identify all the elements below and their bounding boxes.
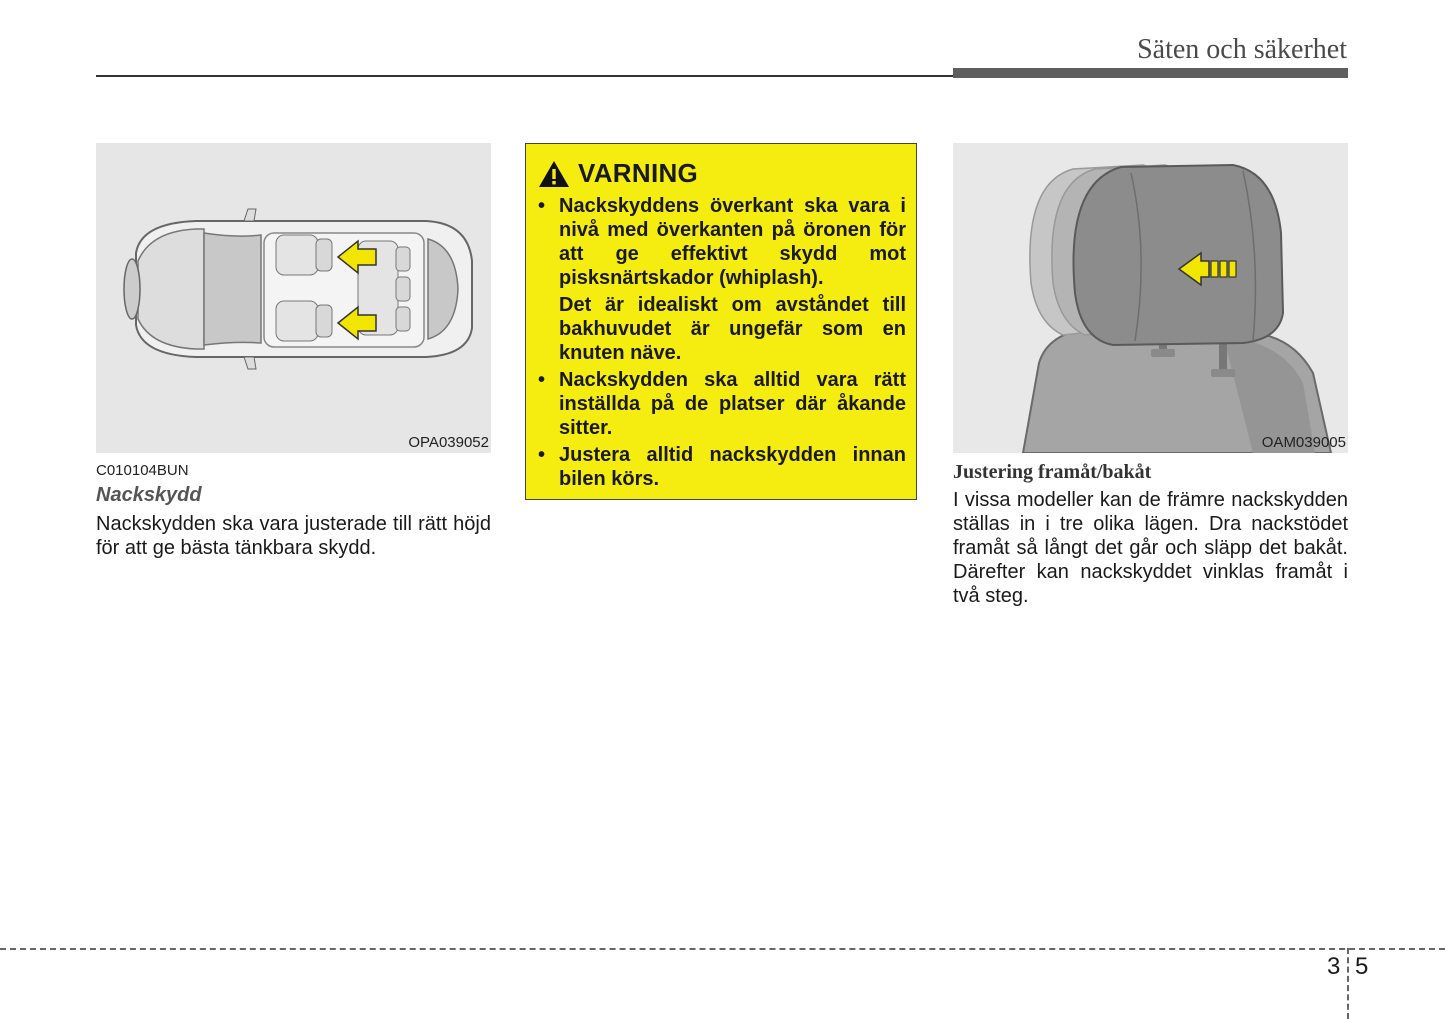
car-top-view-figure	[96, 143, 491, 453]
page-number: 5	[1355, 953, 1369, 980]
warning-item-text: Nackskyddens överkant ska vara i nivå med överkanten på öronen för att ge effektivt skydd mot pisksnärtskador (whiplash).	[559, 195, 906, 289]
section-body: Nackskydden ska vara justerade till rätt höjd för att ge bästa tänkbara skydd.	[96, 513, 491, 559]
section-title: Nackskydd	[96, 484, 202, 506]
warning-item	[536, 194, 906, 365]
footer-page-divider	[1347, 948, 1349, 1019]
figure-code: OPA039052	[408, 434, 489, 451]
headrest-figure	[953, 143, 1348, 453]
bullet-icon: •	[538, 369, 546, 391]
warning-item-extra: Det är idealiskt om avståndet till bakhuvudet är ungefär som en knuten näve.	[559, 294, 906, 364]
warning-title: VARNING	[578, 158, 699, 188]
warning-item	[536, 443, 906, 491]
page-header-title: Säten och säkerhet	[1137, 34, 1347, 65]
header-rule-accent	[953, 68, 1348, 78]
warning-header	[538, 158, 698, 189]
subsection-body: I vissa modeller kan de främre nackskydden ställas in i tre olika lägen. Dra nackstödet framåt så långt det går och släpp det bakåt. Därefter kan nackskyddet vinklas framåt i två steg.	[953, 489, 1348, 607]
warning-item	[536, 368, 906, 440]
headrest-illustration	[953, 143, 1348, 453]
header-rule	[96, 75, 954, 77]
car-top-view-illustration	[96, 143, 491, 453]
section-code: C010104BUN	[96, 462, 189, 479]
warning-item-text: Justera alltid nackskydden innan bilen körs.	[559, 444, 906, 490]
subsection-heading: Justering framåt/bakåt	[953, 461, 1152, 483]
footer-divider	[0, 948, 1445, 950]
figure-code: OAM039005	[1261, 434, 1346, 451]
bullet-icon: •	[538, 444, 546, 466]
page-chapter-number: 3	[1327, 953, 1341, 980]
warning-box	[525, 143, 917, 500]
bullet-icon: •	[538, 195, 546, 217]
warning-triangle-icon	[538, 160, 570, 188]
warning-item-text: Nackskydden ska alltid vara rätt inställda på de platser där åkande sitter.	[559, 369, 906, 439]
warning-list	[536, 194, 906, 494]
